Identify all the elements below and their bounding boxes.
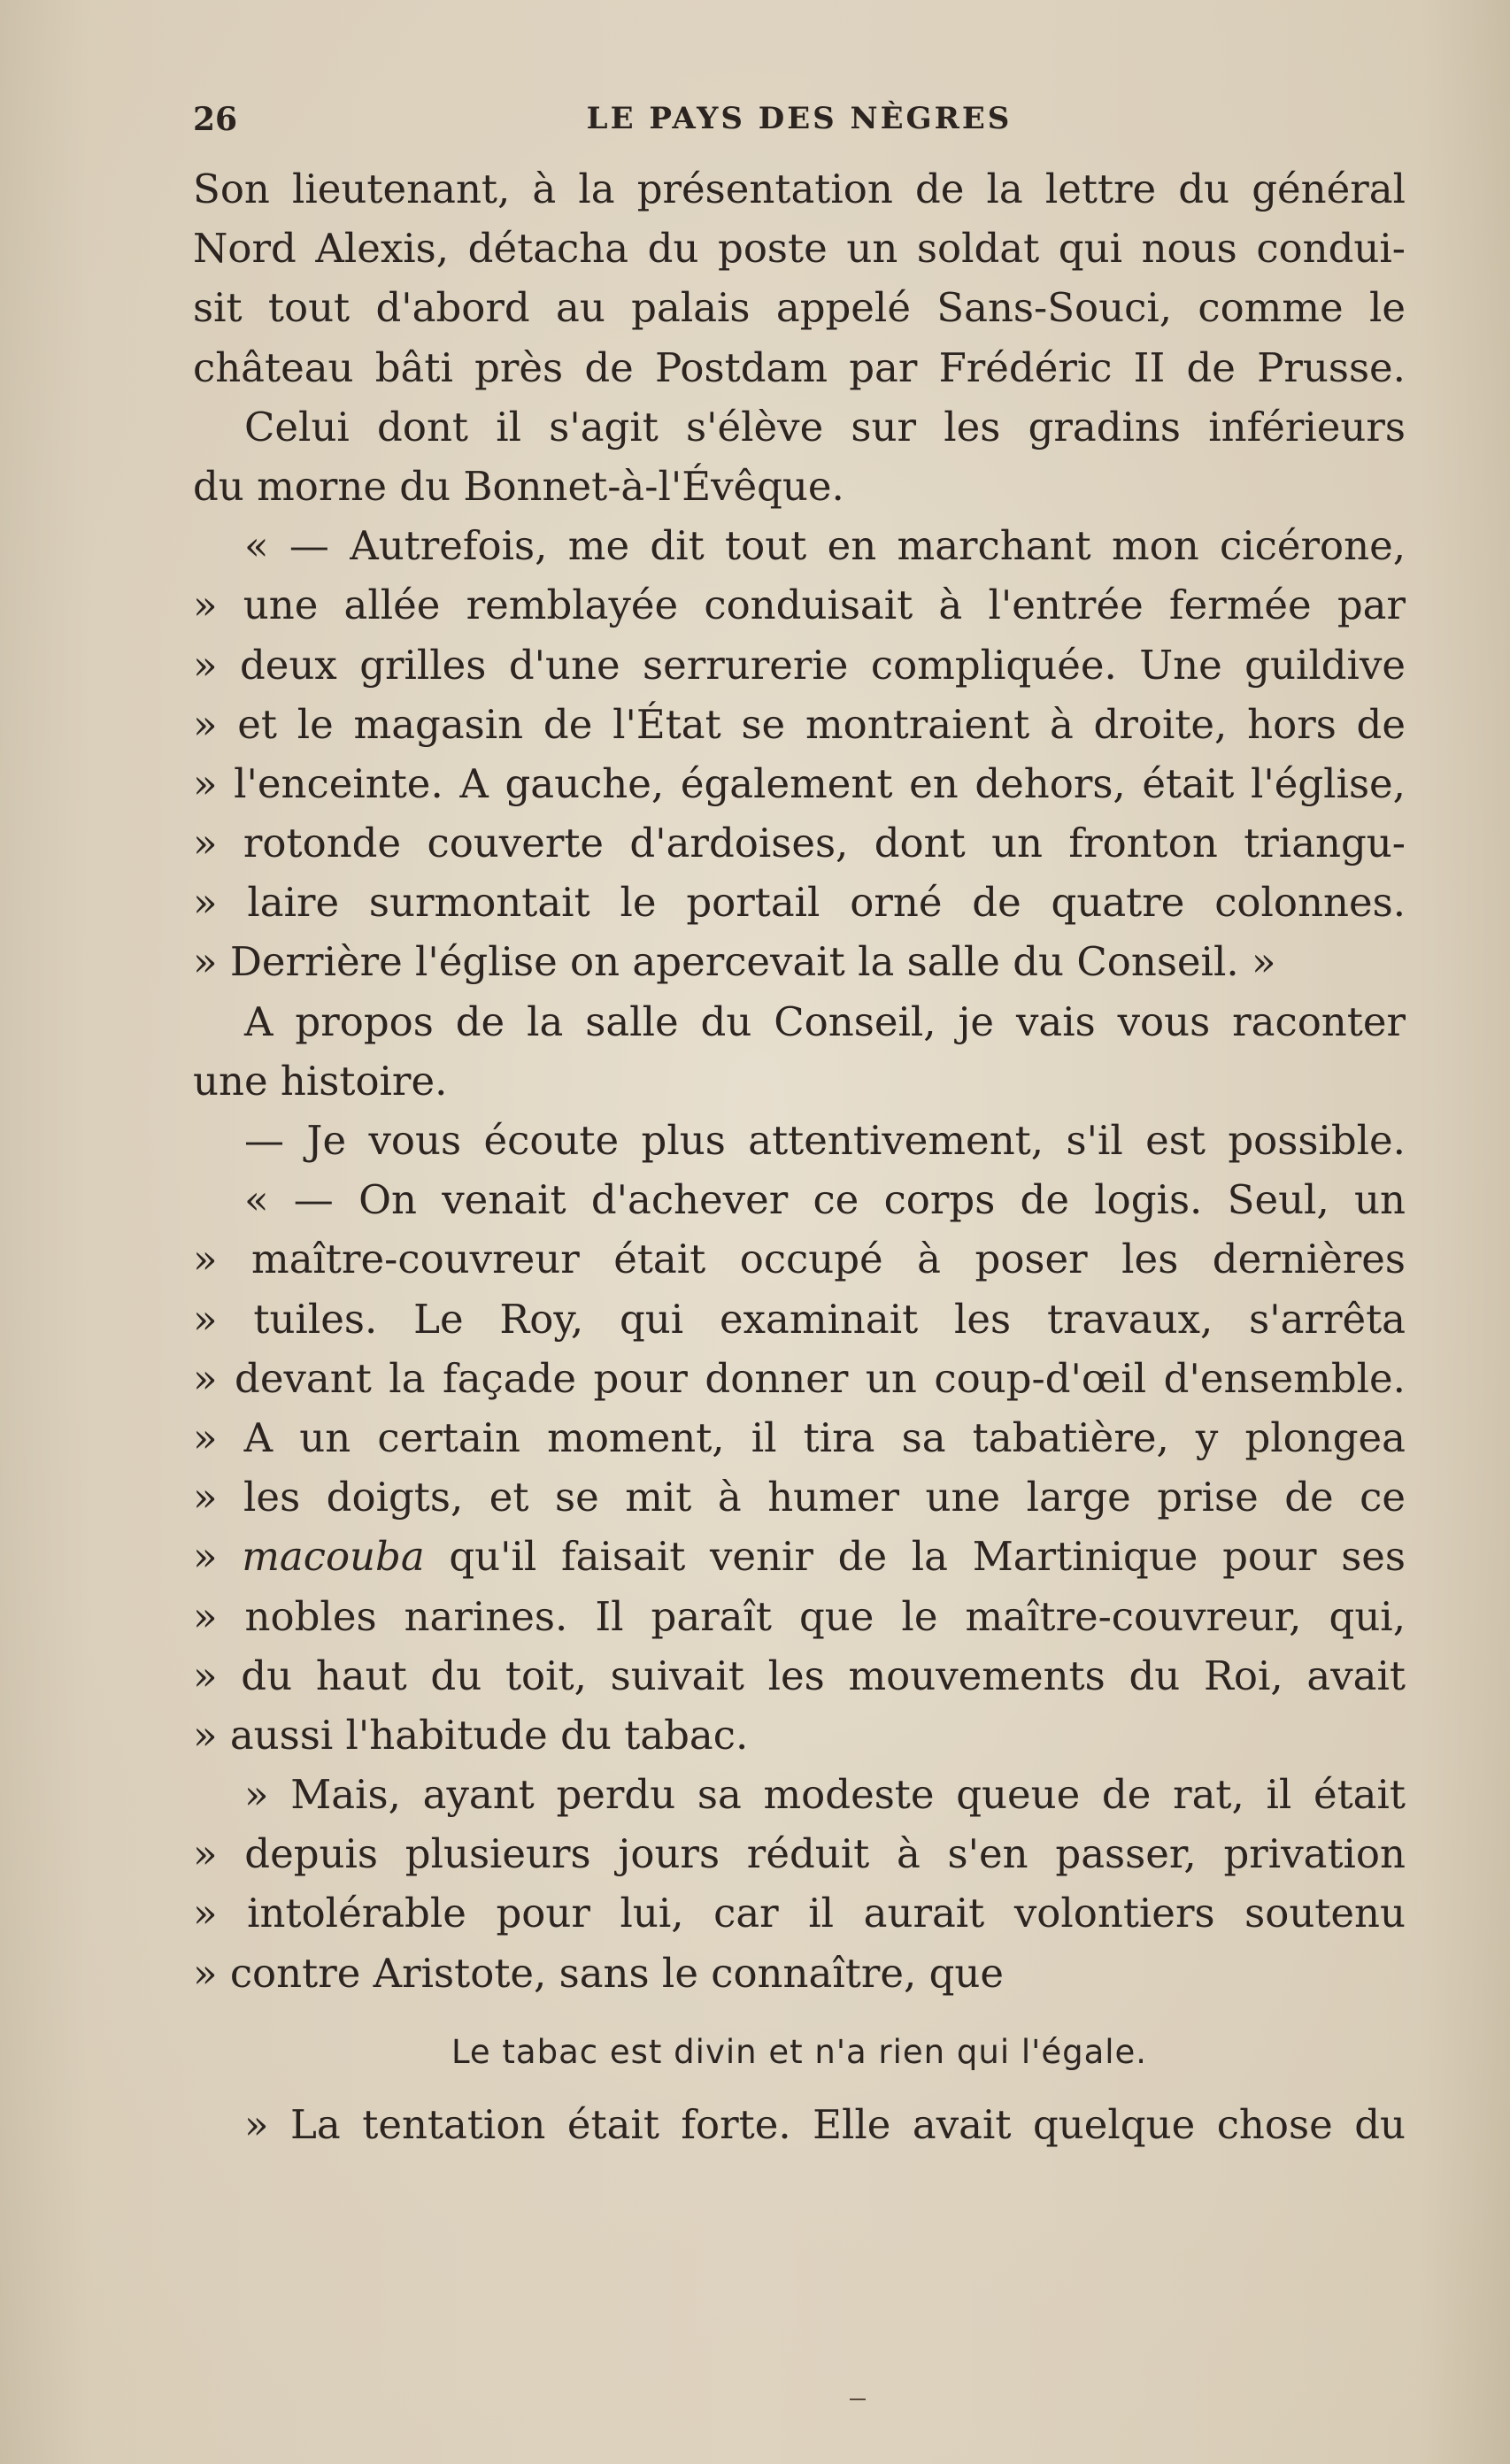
text-line: » une allée remblayée conduisait à l'entrée fermée par (193, 581, 1406, 629)
text-line: du morne du Bonnet-à-l'Évêque. (193, 462, 844, 510)
printer-mark (850, 2399, 866, 2400)
text-line: » depuis plusieurs jours réduit à s'en passer, privation (193, 1830, 1406, 1878)
text-line: château bâti près de Postdam par Frédéric II de Prusse. (193, 343, 1406, 391)
text-line: Celui dont il s'agit s'élève sur les gradins inférieurs (244, 403, 1406, 450)
text-line: » nobles narines. Il paraît que le maître-couvreur, qui, (193, 1592, 1406, 1640)
text-line: une histoire. (193, 1057, 448, 1105)
text-line: » tuiles. Le Roy, qui examinait les travaux, s'arrêta (193, 1295, 1406, 1343)
text-line: » La tentation était forte. Elle avait quelque chose du (244, 2100, 1406, 2148)
italic-word: macouba (242, 1533, 425, 1581)
text-line: » Mais, ayant perdu sa modeste queue de rat, il était (244, 1771, 1406, 1819)
line-prefix: » (193, 1533, 243, 1581)
text-line: » rotonde couverte d'ardoises, dont un fronton triangu- (193, 820, 1406, 867)
text-line: » contre Aristote, sans le connaître, que (193, 1949, 1004, 1997)
text-line: » les doigts, et se mit à humer une large prise de ce (193, 1474, 1406, 1521)
text-line: » A un certain moment, il tira sa tabatière, y plongea (193, 1413, 1406, 1461)
text-line: « — On venait d'achever ce corps de logis. Seul, un (244, 1176, 1406, 1224)
block-quotation: Le tabac est divin et n'a rien qui l'égale. (451, 2032, 1148, 2071)
running-title: LE PAYS DES NÈGRES (586, 101, 1013, 136)
text-line: » intolérable pour lui, car il aurait volontiers soutenu (193, 1890, 1406, 1937)
body-text (193, 159, 1406, 2154)
running-head (193, 96, 1406, 145)
text-line: A propos de la salle du Conseil, je vais vous raconter (244, 997, 1406, 1045)
text-line: » et le magasin de l'État se montraient à droite, hors de (193, 700, 1406, 748)
text-line: » du haut du toit, suivait les mouvements du Roi, avait (193, 1652, 1406, 1699)
text-line: sit tout d'abord au palais appelé Sans-Souci, comme le (193, 284, 1406, 332)
text-line: Nord Alexis, détacha du poste un soldat qui nous condui- (193, 225, 1406, 273)
text-line-italic (193, 1527, 1406, 1586)
text-line: » devant la façade pour donner un coup-d'œil d'ensemble. (193, 1354, 1406, 1402)
text-line: » Derrière l'église on apercevait la salle du Conseil. » (193, 938, 1276, 986)
line-suffix: qu'il faisait venir de la Martinique pour ses (424, 1533, 1406, 1581)
text-line: » deux grilles d'une serrurerie compliquée. Une guildive (193, 641, 1406, 689)
text-line: » maître-couvreur était occupé à poser les dernières (193, 1236, 1406, 1283)
text-line: « — Autrefois, me dit tout en marchant mon cicérone, (244, 522, 1406, 570)
text-line: » aussi l'habitude du tabac. (193, 1711, 749, 1759)
page-number: 26 (193, 101, 238, 138)
text-line: Son lieutenant, à la présentation de la lettre du général (193, 166, 1406, 212)
text-line: » laire surmontait le portail orné de quatre colonnes. (193, 879, 1406, 927)
text-line: » l'enceinte. A gauche, également en dehors, était l'église, (193, 759, 1406, 807)
text-line: — Je vous écoute plus attentivement, s'il est possible. (244, 1117, 1406, 1164)
